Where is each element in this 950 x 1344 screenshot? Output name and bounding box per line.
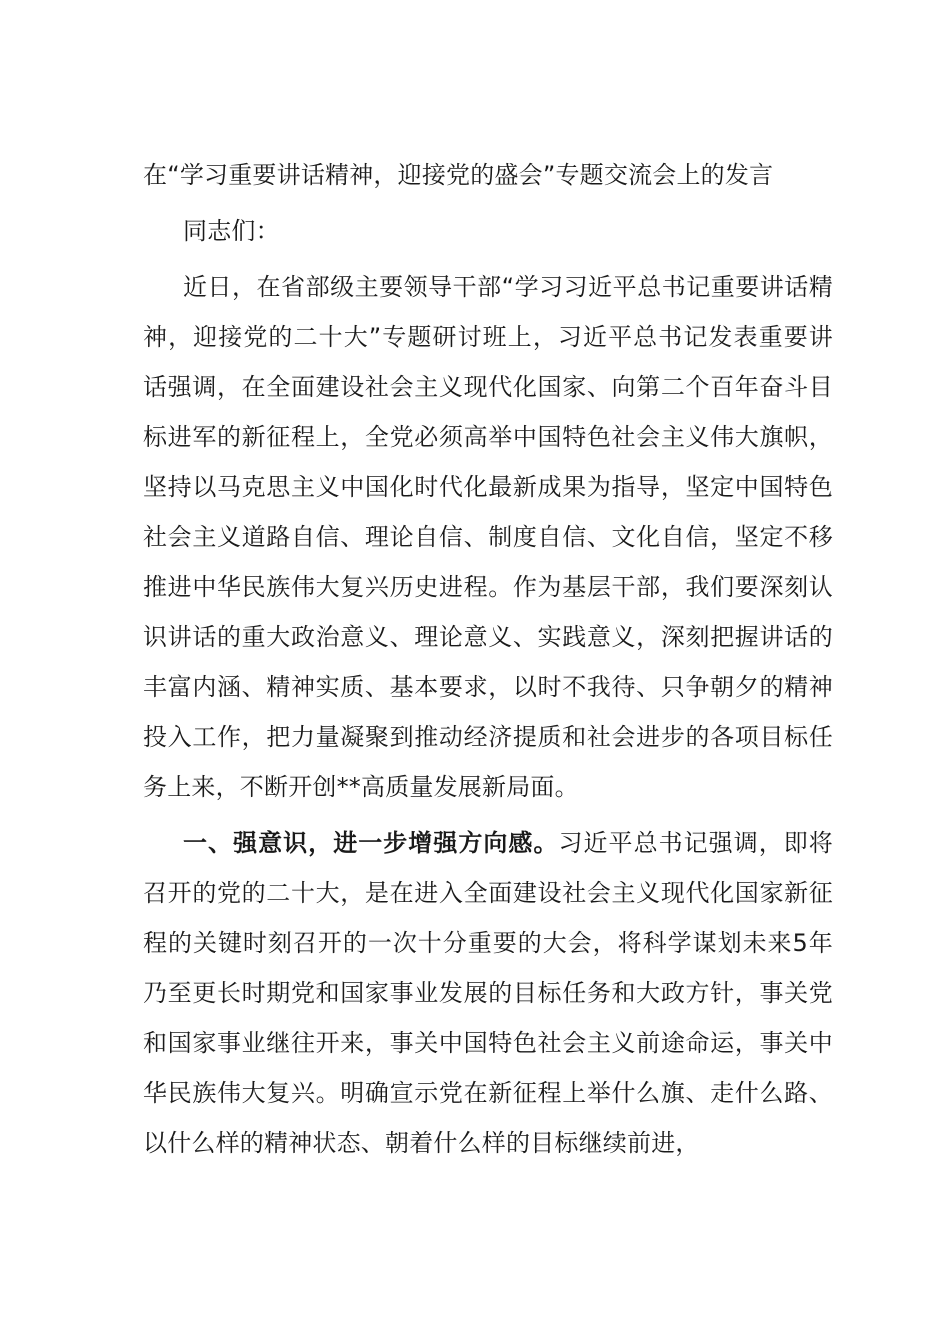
paragraph-intro: 近日，在省部级主要领导干部“学习习近平总书记重要讲话精神，迎接党的二十大”专题研讨班上，习近平总书记发表重要讲话强调，在全面建设社会主义现代化国家、向第二个百年奋斗目标进军的新征程上，全党必须高举中国特色社会主义伟大旗帜，坚持以马克思主义中国化时代化最新成果为指导，坚定中国特色社会主义道路自信、理论自信、制度自信、文化自信，坚定不移推进中华民族伟大复兴历史进程。作为基层干部，我们要深刻认识讲话的重大政治意义、理论意义、实践意义，深刻把握讲话的丰富内涵、精神实质、基本要求，以时不我待、只争朝夕的精神投入工作，把力量凝聚到推动经济提质和社会进步的各项目标任务上来，不断开创**高质量发展新局面。 [143, 273, 833, 801]
section-1-text: 习近平总书记强调，即将召开的党的二十大，是在进入全面建设社会主义现代化国家新征程的关键时刻召开的一次十分重要的大会，将科学谋划未来5年乃至更长时期党和国家事业发展的目标任务和大政方针，事关党和国家事业继往开来，事关中国特色社会主义前途命运，事关中华民族伟大复兴。明确宣示党在新征程上举什么旗、走什么路、以什么样的精神状态、朝着什么样的目标继续前进， [143, 829, 834, 1157]
document-title: 在“学习重要讲话精神，迎接党的盛会”专题交流会上的发言 [143, 161, 774, 189]
document-body [143, 150, 833, 1174]
paragraph-section-1 [143, 818, 833, 1168]
salutation: 同志们： [183, 217, 280, 245]
section-1-heading: 一、强意识，进一步增强方向感。 [183, 829, 559, 857]
